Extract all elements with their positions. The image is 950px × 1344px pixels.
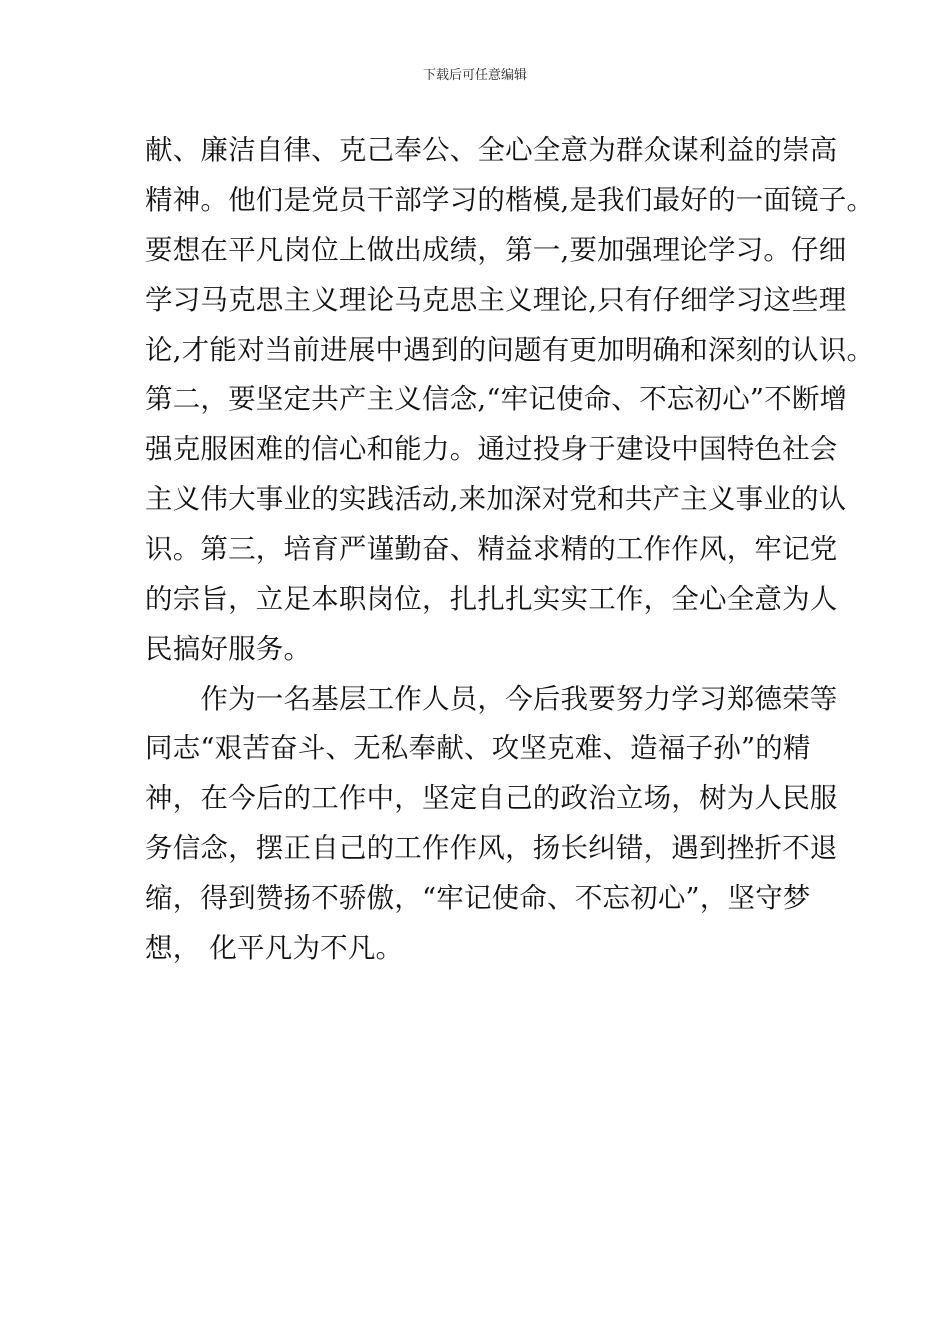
- text-line: 主义伟大事业的实践活动,来加深对党和共产主义事业的认: [145, 483, 847, 515]
- text-line: 想， 化平凡为不凡。: [145, 932, 404, 964]
- text-line: 精神。他们是党员干部学习的楷模,是我们最好的一面镜子。: [145, 184, 875, 216]
- text-line: 缩，得到赞扬不骄傲，“牢记使命、不忘初心”，坚守梦: [145, 882, 811, 914]
- text-line: 要想在平凡岗位上做出成绩，第一,要加强理论学习。仔细: [145, 234, 847, 266]
- text-line: 学习马克思主义理论马克思主义理论,只有仔细学习这些理: [145, 284, 847, 316]
- text-line: 献、廉洁自律、克己奉公、全心全意为群众谋利益的崇高: [145, 134, 838, 166]
- page-header: 下载后可任意编辑: [422, 68, 527, 83]
- text-line: 同志“艰苦奋斗、无私奉献、攻坚克难、造福子孙”的精: [145, 732, 811, 764]
- text-line: 论,才能对当前进展中遇到的问题有更加明确和深刻的认识。: [145, 334, 875, 366]
- text-line: 民搞好服务。: [145, 633, 312, 665]
- text-line: 作为一名基层工作人员，今后我要努力学习郑德荣等: [145, 683, 838, 715]
- text-line: 识。第三，培育严谨勤奋、精益求精的工作作风，牢记党: [145, 533, 838, 565]
- text-line: 神，在今后的工作中，坚定自己的政治立场，树为人民服: [145, 782, 838, 814]
- text-line: 的宗旨，立足本职岗位，扎扎扎实实工作，全心全意为人: [145, 583, 838, 615]
- text-line: 务信念，摆正自己的工作作风，扬长纠错，遇到挫折不退: [145, 832, 838, 864]
- text-line: 第二，要坚定共产主义信念,“牢记使命、不忘初心”不断增: [145, 383, 848, 415]
- text-line: 强克服困难的信心和能力。通过投身于建设中国特色社会: [145, 433, 838, 465]
